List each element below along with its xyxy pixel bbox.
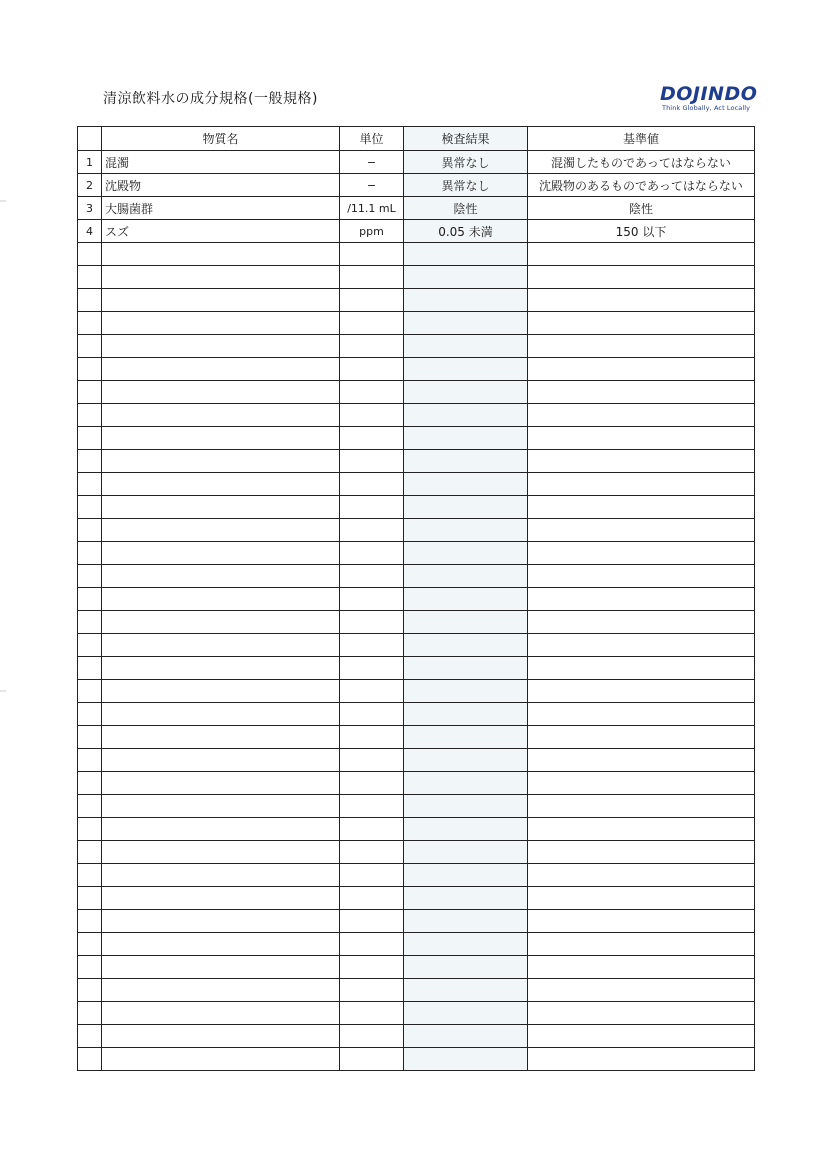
empty-row-number	[78, 266, 102, 289]
empty-row-number	[78, 956, 102, 979]
empty-test-result	[404, 910, 528, 933]
empty-table-row	[78, 772, 755, 795]
empty-unit-value	[340, 979, 404, 1002]
empty-standard-value	[528, 933, 755, 956]
empty-test-result	[404, 1025, 528, 1048]
empty-substance-name	[102, 427, 340, 450]
empty-row-number	[78, 726, 102, 749]
empty-test-result	[404, 358, 528, 381]
empty-row-number	[78, 450, 102, 473]
empty-row-number	[78, 795, 102, 818]
empty-row-number	[78, 841, 102, 864]
empty-test-result	[404, 979, 528, 1002]
empty-table-row	[78, 979, 755, 1002]
empty-table-row	[78, 703, 755, 726]
empty-test-result	[404, 933, 528, 956]
empty-unit-value	[340, 703, 404, 726]
empty-unit-value	[340, 1002, 404, 1025]
specification-table	[77, 126, 755, 1071]
empty-row-number	[78, 657, 102, 680]
empty-table-row	[78, 680, 755, 703]
unit-value: −	[340, 174, 404, 197]
empty-standard-value	[528, 427, 755, 450]
row-number: 2	[78, 174, 102, 197]
empty-row-number	[78, 979, 102, 1002]
empty-unit-value	[340, 565, 404, 588]
empty-substance-name	[102, 680, 340, 703]
empty-row-number	[78, 404, 102, 427]
empty-unit-value	[340, 588, 404, 611]
empty-table-row	[78, 634, 755, 657]
row-number: 4	[78, 220, 102, 243]
empty-test-result	[404, 749, 528, 772]
empty-standard-value	[528, 266, 755, 289]
empty-unit-value	[340, 542, 404, 565]
empty-standard-value	[528, 910, 755, 933]
logo-brand-text: DOJINDO	[660, 83, 758, 105]
empty-unit-value	[340, 496, 404, 519]
empty-standard-value	[528, 887, 755, 910]
empty-standard-value	[528, 1025, 755, 1048]
empty-standard-value	[528, 519, 755, 542]
empty-substance-name	[102, 588, 340, 611]
empty-substance-name	[102, 289, 340, 312]
empty-test-result	[404, 1048, 528, 1071]
empty-test-result	[404, 680, 528, 703]
empty-test-result	[404, 473, 528, 496]
document-title: 清涼飲料水の成分規格(一般規格)	[103, 91, 318, 107]
empty-row-number	[78, 864, 102, 887]
empty-substance-name	[102, 634, 340, 657]
empty-unit-value	[340, 1025, 404, 1048]
empty-table-row	[78, 565, 755, 588]
empty-substance-name	[102, 266, 340, 289]
unit-value: −	[340, 151, 404, 174]
row-number: 3	[78, 197, 102, 220]
empty-test-result	[404, 864, 528, 887]
empty-substance-name	[102, 703, 340, 726]
empty-standard-value	[528, 542, 755, 565]
table-row	[78, 220, 755, 243]
empty-row-number	[78, 680, 102, 703]
table-row	[78, 197, 755, 220]
empty-table-row	[78, 450, 755, 473]
empty-table-row	[78, 1048, 755, 1071]
row-number: 1	[78, 151, 102, 174]
empty-substance-name	[102, 473, 340, 496]
empty-unit-value	[340, 933, 404, 956]
empty-substance-name	[102, 795, 340, 818]
header-result: 検査結果	[404, 127, 528, 151]
empty-substance-name	[102, 404, 340, 427]
empty-row-number	[78, 772, 102, 795]
empty-standard-value	[528, 358, 755, 381]
empty-substance-name	[102, 542, 340, 565]
empty-test-result	[404, 611, 528, 634]
empty-row-number	[78, 1048, 102, 1071]
empty-standard-value	[528, 749, 755, 772]
empty-test-result	[404, 496, 528, 519]
empty-test-result	[404, 703, 528, 726]
empty-table-row	[78, 657, 755, 680]
empty-table-row	[78, 542, 755, 565]
test-result: 異常なし	[404, 151, 528, 174]
empty-test-result	[404, 289, 528, 312]
empty-unit-value	[340, 335, 404, 358]
empty-unit-value	[340, 680, 404, 703]
empty-row-number	[78, 933, 102, 956]
empty-substance-name	[102, 933, 340, 956]
empty-row-number	[78, 312, 102, 335]
empty-table-row	[78, 910, 755, 933]
empty-table-row	[78, 864, 755, 887]
standard-value: 沈殿物のあるものであってはならない	[528, 174, 755, 197]
empty-standard-value	[528, 588, 755, 611]
empty-test-result	[404, 772, 528, 795]
standard-value: 150 以下	[528, 220, 755, 243]
table-header-row	[78, 127, 755, 151]
empty-standard-value	[528, 1048, 755, 1071]
empty-test-result	[404, 634, 528, 657]
substance-name: 大腸菌群	[102, 197, 340, 220]
empty-table-row	[78, 243, 755, 266]
table-row	[78, 151, 755, 174]
empty-test-result	[404, 588, 528, 611]
empty-unit-value	[340, 634, 404, 657]
empty-standard-value	[528, 680, 755, 703]
empty-table-row	[78, 1025, 755, 1048]
empty-row-number	[78, 335, 102, 358]
empty-row-number	[78, 381, 102, 404]
empty-substance-name	[102, 726, 340, 749]
empty-substance-name	[102, 772, 340, 795]
empty-standard-value	[528, 818, 755, 841]
empty-unit-value	[340, 450, 404, 473]
empty-test-result	[404, 519, 528, 542]
empty-row-number	[78, 473, 102, 496]
empty-unit-value	[340, 404, 404, 427]
empty-substance-name	[102, 496, 340, 519]
empty-test-result	[404, 795, 528, 818]
empty-substance-name	[102, 381, 340, 404]
empty-unit-value	[340, 772, 404, 795]
empty-substance-name	[102, 1025, 340, 1048]
empty-table-row	[78, 404, 755, 427]
empty-table-row	[78, 956, 755, 979]
scan-artifact	[0, 200, 6, 202]
empty-standard-value	[528, 634, 755, 657]
empty-substance-name	[102, 611, 340, 634]
empty-test-result	[404, 542, 528, 565]
empty-unit-value	[340, 749, 404, 772]
empty-row-number	[78, 565, 102, 588]
unit-value: ppm	[340, 220, 404, 243]
empty-row-number	[78, 634, 102, 657]
empty-unit-value	[340, 519, 404, 542]
empty-row-number	[78, 887, 102, 910]
empty-substance-name	[102, 519, 340, 542]
empty-table-row	[78, 611, 755, 634]
empty-row-number	[78, 289, 102, 312]
test-result: 異常なし	[404, 174, 528, 197]
empty-test-result	[404, 427, 528, 450]
substance-name: 混濁	[102, 151, 340, 174]
empty-test-result	[404, 266, 528, 289]
empty-standard-value	[528, 450, 755, 473]
empty-unit-value	[340, 956, 404, 979]
empty-unit-value	[340, 841, 404, 864]
empty-substance-name	[102, 657, 340, 680]
empty-substance-name	[102, 335, 340, 358]
empty-row-number	[78, 588, 102, 611]
empty-standard-value	[528, 473, 755, 496]
standard-value: 陰性	[528, 197, 755, 220]
header-substance: 物質名	[102, 127, 340, 151]
empty-table-row	[78, 496, 755, 519]
empty-table-row	[78, 795, 755, 818]
empty-unit-value	[340, 910, 404, 933]
empty-standard-value	[528, 243, 755, 266]
empty-substance-name	[102, 243, 340, 266]
logo-wordmark	[660, 84, 760, 104]
empty-row-number	[78, 427, 102, 450]
empty-substance-name	[102, 312, 340, 335]
empty-standard-value	[528, 841, 755, 864]
empty-unit-value	[340, 381, 404, 404]
empty-unit-value	[340, 657, 404, 680]
empty-substance-name	[102, 887, 340, 910]
table-row	[78, 174, 755, 197]
empty-test-result	[404, 381, 528, 404]
empty-test-result	[404, 657, 528, 680]
empty-standard-value	[528, 496, 755, 519]
substance-name: 沈殿物	[102, 174, 340, 197]
empty-unit-value	[340, 243, 404, 266]
empty-unit-value	[340, 266, 404, 289]
empty-standard-value	[528, 657, 755, 680]
header-standard: 基準値	[528, 127, 755, 151]
empty-standard-value	[528, 864, 755, 887]
empty-test-result	[404, 312, 528, 335]
logo-tagline: Think Globally, Act Locally	[662, 104, 751, 112]
empty-substance-name	[102, 358, 340, 381]
empty-standard-value	[528, 1002, 755, 1025]
substance-name: スズ	[102, 220, 340, 243]
empty-table-row	[78, 818, 755, 841]
header-number	[78, 127, 102, 151]
empty-substance-name	[102, 864, 340, 887]
empty-standard-value	[528, 312, 755, 335]
empty-unit-value	[340, 611, 404, 634]
empty-table-row	[78, 289, 755, 312]
empty-test-result	[404, 1002, 528, 1025]
empty-test-result	[404, 956, 528, 979]
empty-row-number	[78, 749, 102, 772]
empty-table-row	[78, 1002, 755, 1025]
empty-table-row	[78, 335, 755, 358]
empty-standard-value	[528, 772, 755, 795]
empty-table-row	[78, 312, 755, 335]
empty-unit-value	[340, 818, 404, 841]
empty-test-result	[404, 565, 528, 588]
empty-table-row	[78, 749, 755, 772]
empty-row-number	[78, 910, 102, 933]
empty-row-number	[78, 703, 102, 726]
empty-unit-value	[340, 358, 404, 381]
company-logo	[660, 84, 760, 112]
empty-unit-value	[340, 1048, 404, 1071]
empty-substance-name	[102, 910, 340, 933]
empty-standard-value	[528, 956, 755, 979]
empty-test-result	[404, 841, 528, 864]
empty-substance-name	[102, 749, 340, 772]
empty-standard-value	[528, 565, 755, 588]
standard-value: 混濁したものであってはならない	[528, 151, 755, 174]
empty-substance-name	[102, 565, 340, 588]
empty-standard-value	[528, 381, 755, 404]
empty-test-result	[404, 887, 528, 910]
empty-unit-value	[340, 289, 404, 312]
empty-unit-value	[340, 726, 404, 749]
empty-test-result	[404, 243, 528, 266]
empty-row-number	[78, 496, 102, 519]
empty-unit-value	[340, 473, 404, 496]
empty-row-number	[78, 519, 102, 542]
empty-table-row	[78, 266, 755, 289]
empty-standard-value	[528, 289, 755, 312]
empty-row-number	[78, 818, 102, 841]
empty-unit-value	[340, 864, 404, 887]
empty-test-result	[404, 335, 528, 358]
empty-substance-name	[102, 956, 340, 979]
empty-table-row	[78, 381, 755, 404]
empty-table-row	[78, 473, 755, 496]
empty-substance-name	[102, 841, 340, 864]
empty-table-row	[78, 358, 755, 381]
empty-standard-value	[528, 703, 755, 726]
table-body	[78, 151, 755, 1071]
empty-standard-value	[528, 335, 755, 358]
empty-substance-name	[102, 1002, 340, 1025]
empty-test-result	[404, 726, 528, 749]
test-result: 陰性	[404, 197, 528, 220]
empty-row-number	[78, 542, 102, 565]
header-unit: 単位	[340, 127, 404, 151]
test-result: 0.05 未満	[404, 220, 528, 243]
empty-row-number	[78, 611, 102, 634]
empty-standard-value	[528, 795, 755, 818]
empty-table-row	[78, 841, 755, 864]
empty-table-row	[78, 726, 755, 749]
empty-substance-name	[102, 1048, 340, 1071]
empty-unit-value	[340, 795, 404, 818]
empty-standard-value	[528, 979, 755, 1002]
empty-row-number	[78, 243, 102, 266]
empty-test-result	[404, 404, 528, 427]
empty-table-row	[78, 588, 755, 611]
empty-substance-name	[102, 450, 340, 473]
empty-row-number	[78, 1002, 102, 1025]
unit-value: /11.1 mL	[340, 197, 404, 220]
empty-test-result	[404, 818, 528, 841]
empty-unit-value	[340, 427, 404, 450]
empty-table-row	[78, 519, 755, 542]
empty-standard-value	[528, 726, 755, 749]
empty-substance-name	[102, 979, 340, 1002]
empty-table-row	[78, 933, 755, 956]
empty-standard-value	[528, 611, 755, 634]
empty-test-result	[404, 450, 528, 473]
empty-unit-value	[340, 312, 404, 335]
scan-artifact	[0, 690, 6, 692]
empty-unit-value	[340, 887, 404, 910]
empty-row-number	[78, 1025, 102, 1048]
empty-substance-name	[102, 818, 340, 841]
empty-row-number	[78, 358, 102, 381]
empty-table-row	[78, 887, 755, 910]
empty-table-row	[78, 427, 755, 450]
empty-standard-value	[528, 404, 755, 427]
